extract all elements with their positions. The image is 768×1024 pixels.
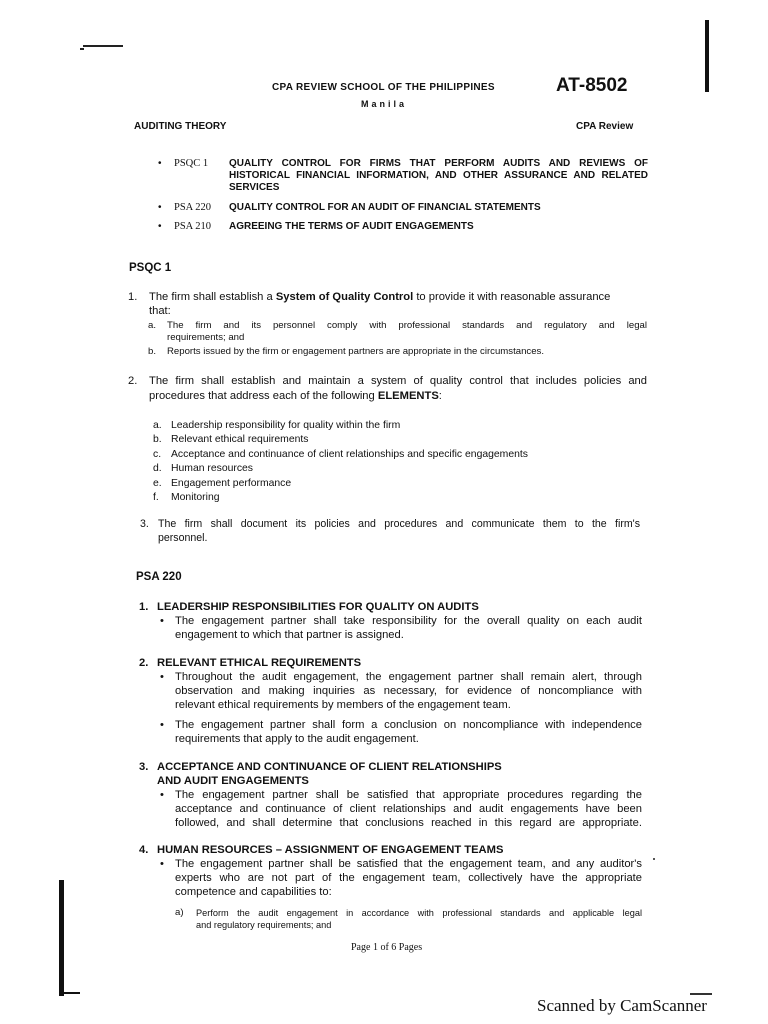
list-item [153,433,528,447]
bullet-text: followed, and shall determine that conclusions reached in this regard are appropriate. [175,817,642,829]
bullet-text: The engagement partner shall be satisfied that the engagement team, and any auditor's [175,858,642,870]
bullet: • [160,858,164,870]
list-label: f. [153,492,159,504]
text: to provide it with reasonable assurance [413,291,611,303]
bullet: • [160,789,164,801]
paragraph-number: 1. [128,291,138,303]
bullet: • [160,671,164,683]
school-name: CPA REVIEW SCHOOL OF THE PHILIPPINES [272,82,495,93]
list-label: d. [153,463,162,475]
list-text: Relevant ethical requirements [171,434,309,446]
paragraph-line [149,290,649,304]
list-item [153,419,528,433]
paragraph-line [149,389,442,403]
bullet: • [158,158,162,169]
section-number: 1. [139,601,149,613]
bullet-text: acceptance and continuance of client relationships and audit engagements have been [175,803,642,815]
section-heading-psa: PSA 220 [136,571,182,583]
school-city: Manila [361,99,408,109]
list-label: e. [153,477,162,489]
scan-edge-bar [59,880,64,996]
text: The firm shall establish a [149,291,276,303]
list-text: The firm and its personnel comply with professional standards and regulatory and legal [167,320,647,331]
toc-code: PSA 220 [174,202,212,213]
list-text: Leadership responsibility for quality within the firm [171,420,401,431]
bullet-text: competence and capabilities to: [175,886,332,898]
toc-title: QUALITY CONTROL FOR FIRMS THAT PERFORM AUDITS AND REVIEWS OF HISTORICAL FINANCIAL INFORMATION, AND OTHER ASSURANCE AND RELATED SERVICES [229,158,648,193]
bullet-text: observation and making inquiries as necessary, for evidence of noncompliance with [175,685,642,697]
list-label: b. [153,434,162,446]
review-label: CPA Review [576,121,634,132]
toc-code: PSA 210 [174,221,212,232]
bullet: • [158,202,162,213]
bullet-text: engagement to which that partner is assigned. [175,629,404,641]
paragraph-line: The firm shall establish and maintain a system of quality control that includes policies and [149,375,647,387]
list-label: b. [148,346,157,357]
page-footer: Page 1 of 6 Pages [351,942,423,953]
elements-list [153,419,528,505]
paragraph-line: The firm shall document its policies and procedures and communicate them to the firm's [158,518,640,530]
list-item [153,462,528,476]
scan-mark [80,48,84,50]
toc-title: QUALITY CONTROL FOR AN AUDIT OF FINANCIAL STATEMENTS [229,202,541,213]
scan-mark [83,45,123,47]
section-heading-psqc: PSQC 1 [129,262,172,274]
paragraph-line: personnel. [158,532,208,544]
list-text: Acceptance and continuance of client relationships and specific engagements [171,448,528,460]
bullet: • [160,615,164,627]
paragraph-number: 3. [140,518,149,530]
bullet-text: The engagement partner shall be satisfied that appropriate procedures regarding the [175,789,642,801]
document-code: AT-8502 [556,75,628,96]
bullet-text: The engagement partner shall take responsibility for the overall quality on each audit [175,615,642,627]
bullet-text: Throughout the audit engagement, the engagement partner shall remain alert, through [175,671,642,683]
paragraph-number: 2. [128,375,138,387]
toc-title: AGREEING THE TERMS OF AUDIT ENGAGEMENTS [229,221,474,232]
list-text: Perform the audit engagement in accordance with professional standards and applicable legal [196,908,642,918]
bullet-text: requirements that apply to the audit engagement. [175,733,419,745]
list-item [153,477,528,491]
section-title: RELEVANT ETHICAL REQUIREMENTS [157,657,362,669]
list-text: requirements; and [167,332,245,343]
scan-mark [653,858,655,860]
list-text: Engagement performance [171,477,292,489]
subject-title: AUDITING THEORY [134,121,227,132]
list-item [153,448,528,462]
bold-term: ELEMENTS [377,390,439,402]
section-title: LEADERSHIP RESPONSIBILITIES FOR QUALITY ON AUDITS [157,601,479,613]
scan-mark [62,992,80,994]
list-text: and regulatory requirements; and [196,920,332,930]
bullet-text: The engagement partner shall form a conclusion on noncompliance with independence [175,719,642,731]
bullet-text: relevant ethical requirements by members of the engagement team. [175,699,511,711]
list-text: Human resources [171,463,254,475]
section-title: HUMAN RESOURCES – ASSIGNMENT OF ENGAGEMENT TEAMS [157,844,504,856]
list-text: Monitoring [171,492,220,504]
bullet-text: experts who are not part of the engagement team, collectively have the appropriate [175,872,642,884]
paragraph-line: that: [149,305,171,317]
scanner-watermark: Scanned by CamScanner [537,996,707,1015]
text: : [438,390,442,402]
section-number: 3. [139,761,149,773]
text: procedures that address each of the following [149,390,378,402]
bold-term: System of Quality Control [275,291,414,303]
section-title: ACCEPTANCE AND CONTINUANCE OF CLIENT RELATIONSHIPS [157,761,502,773]
bullet: • [160,719,164,731]
list-label: a. [148,320,157,331]
section-number: 4. [139,844,149,856]
list-label: a) [175,907,184,918]
list-item [153,491,528,505]
bullet: • [158,221,162,232]
section-number: 2. [139,657,149,669]
list-text: Reports issued by the firm or engagement partners are appropriate in the circumstances. [167,346,545,357]
scan-edge-bar [705,20,709,92]
section-title: AND AUDIT ENGAGEMENTS [157,775,309,787]
toc-code: PSQC 1 [174,158,209,169]
scan-mark [690,993,712,995]
list-label: a. [153,420,162,431]
list-label: c. [153,448,162,460]
